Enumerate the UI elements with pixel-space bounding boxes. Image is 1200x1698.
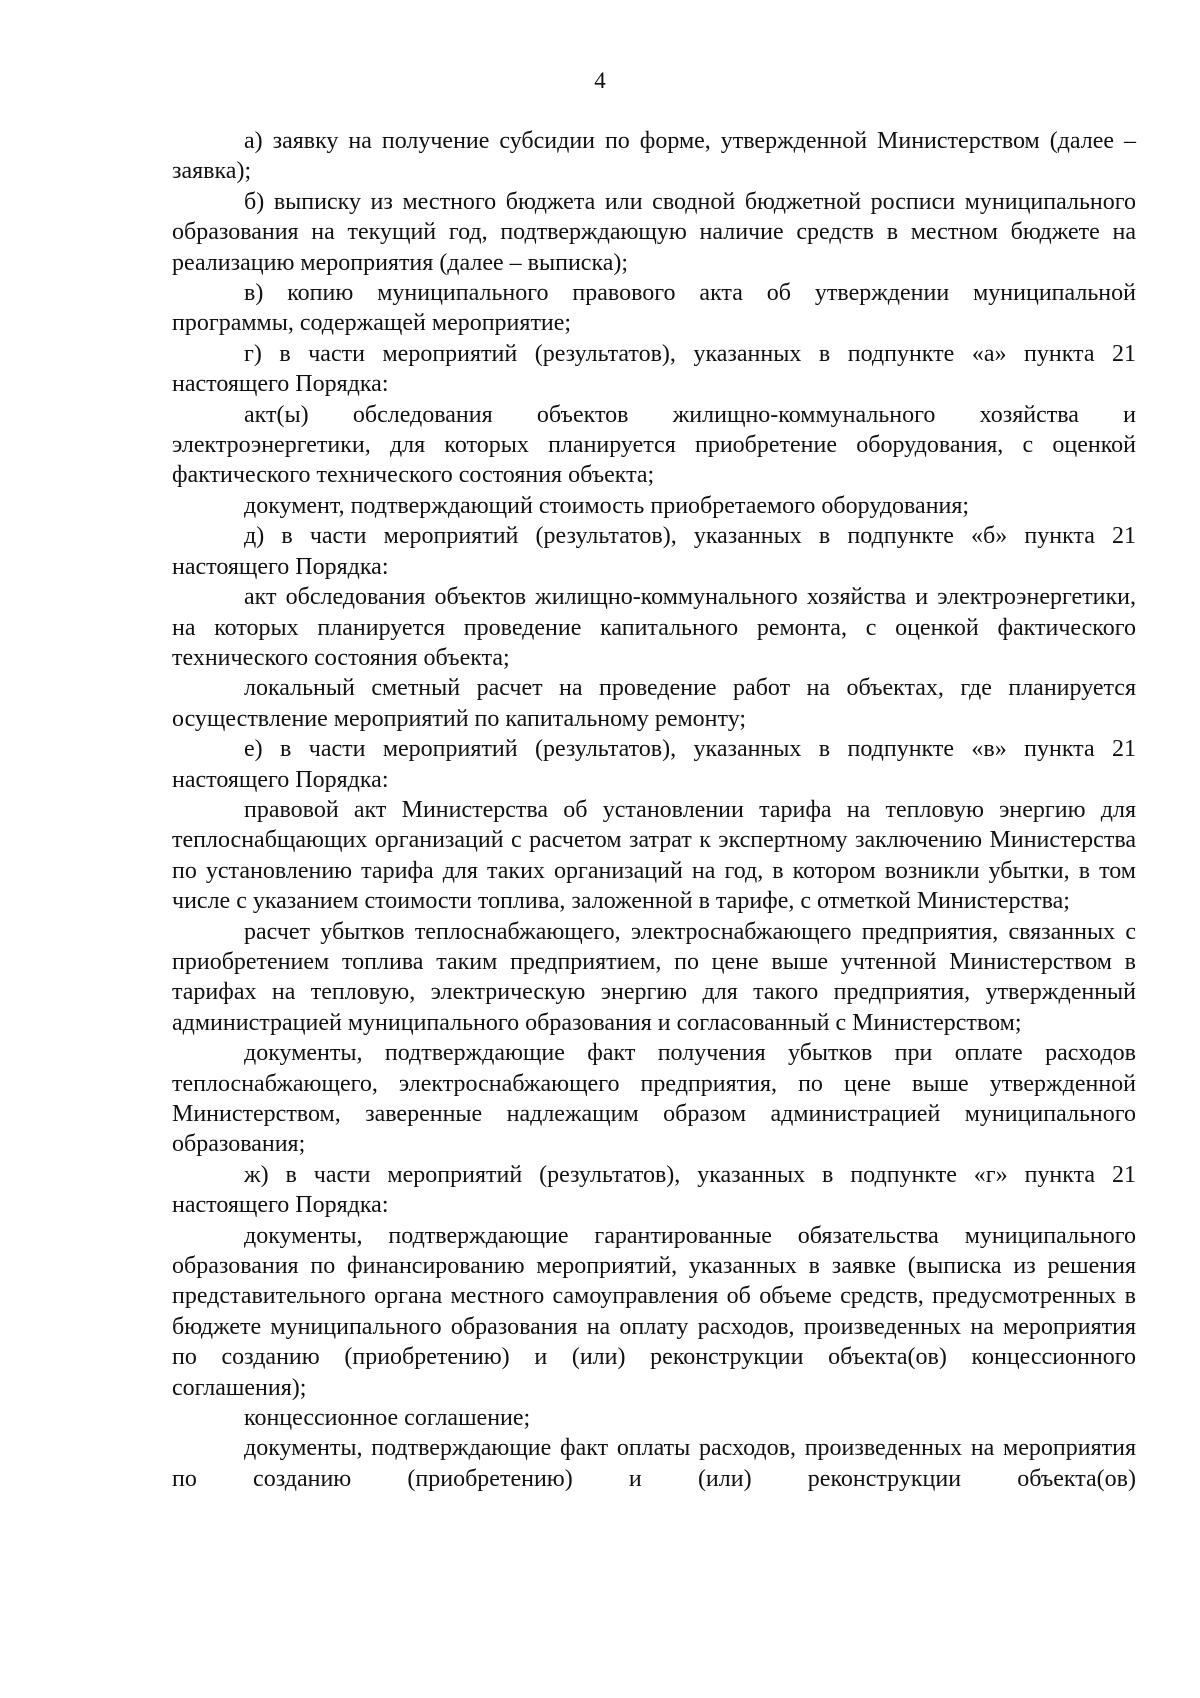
- paragraph-a-application: а) заявку на получение субсидии по форме, утвержденной Министерством (далее – заявка);: [172, 128, 1136, 185]
- paragraph-v-legal-act-copy: в) копию муниципального правового акта об утверждении муниципальной программы, содержащей мероприятие;: [172, 280, 1136, 337]
- paragraph-zh-payment-documents: документы, подтверждающие факт оплаты расходов, произведенных на мероприятия по созданию (приобретению) и (или) реконструкции объекта(ов): [172, 1435, 1136, 1492]
- paragraph-g-heading: г) в части мероприятий (результатов), указанных в подпункте «а» пункта 21 настоящего Порядка:: [172, 340, 1136, 398]
- paragraph-b-budget-extract: б) выписку из местного бюджета или сводной бюджетной росписи муниципального образования на текущий год, подтверждающую наличие средств в местном бюджете на реализацию мероприятия (далее – выписка);: [172, 188, 1136, 276]
- paragraph-zh-heading: ж) в части мероприятий (результатов), указанных в подпункте «г» пункта 21 настоящего Порядка:: [172, 1161, 1136, 1219]
- document-body: [172, 126, 1136, 1494]
- paragraph-d-inspection-act: акт обследования объектов жилищно-коммунального хозяйства и электроэнергетики, на которых планируется проведение капитального ремонта, с оценкой фактического технического состояния объекта;: [172, 584, 1136, 671]
- paragraph-zh-guarantee-documents: документы, подтверждающие гарантированные обязательства муниципального образования по финансированию мероприятий, указанных в заявке (выписка из решения представительного органа местного самоуправления об объеме средств, предусмотренных в бюджете муниципального образования на оплату расходов, произведенных на мероприятия по созданию (приобретению) и (или) реконструкции объекта(ов) концессионного соглашения);: [172, 1222, 1136, 1401]
- paragraph-e-heading: е) в части мероприятий (результатов), указанных в подпункте «в» пункта 21 настоящего Порядка:: [172, 736, 1136, 793]
- page-number: 4: [594, 68, 606, 93]
- paragraph-e-loss-calculation: расчет убытков теплоснабжающего, электроснабжающего предприятия, связанных с приобретением топлива таким предприятием, по цене выше учтенной Министерством в тарифах на тепловую, электрическую энергию для такого предприятия, утвержденный администрацией муниципального образования и согласованный с Министерством;: [172, 918, 1136, 1036]
- paragraph-d-heading: д) в части мероприятий (результатов), указанных в подпункте «б» пункта 21 настоящего Порядка:: [172, 523, 1136, 580]
- paragraph-g-inspection-act: акт(ы) обследования объектов жилищно-коммунального хозяйства и электроэнергетики, для которых планируется приобретение оборудования, с оценкой фактического технического состояния объекта;: [172, 401, 1136, 489]
- paragraph-zh-concession-agreement: концессионное соглашение;: [244, 1405, 531, 1432]
- paragraph-e-loss-documents: документы, подтверждающие факт получения убытков при оплате расходов теплоснабжающего, электроснабжающего предприятия, по цене выше утвержденной Министерством, заверенные надлежащим образом администрацией муниципального образования;: [172, 1040, 1136, 1158]
- paragraph-g-cost-document: документ, подтверждающий стоимость приобретаемого оборудования;: [244, 492, 970, 519]
- paragraph-d-estimate: локальный сметный расчет на проведение работ на объектах, где планируется осуществление мероприятий по капитальному ремонту;: [172, 675, 1136, 732]
- paragraph-e-tariff-act: правовой акт Министерства об установлении тарифа на тепловую энергию для теплоснабщающих организаций с расчетом затрат к экспертному заключению Министерства по установлению тарифа для таких организаций на год, в котором возникли убытки, в том числе с указанием стоимости топлива, заложенной в тарифе, с отметкой Министерства;: [172, 796, 1136, 915]
